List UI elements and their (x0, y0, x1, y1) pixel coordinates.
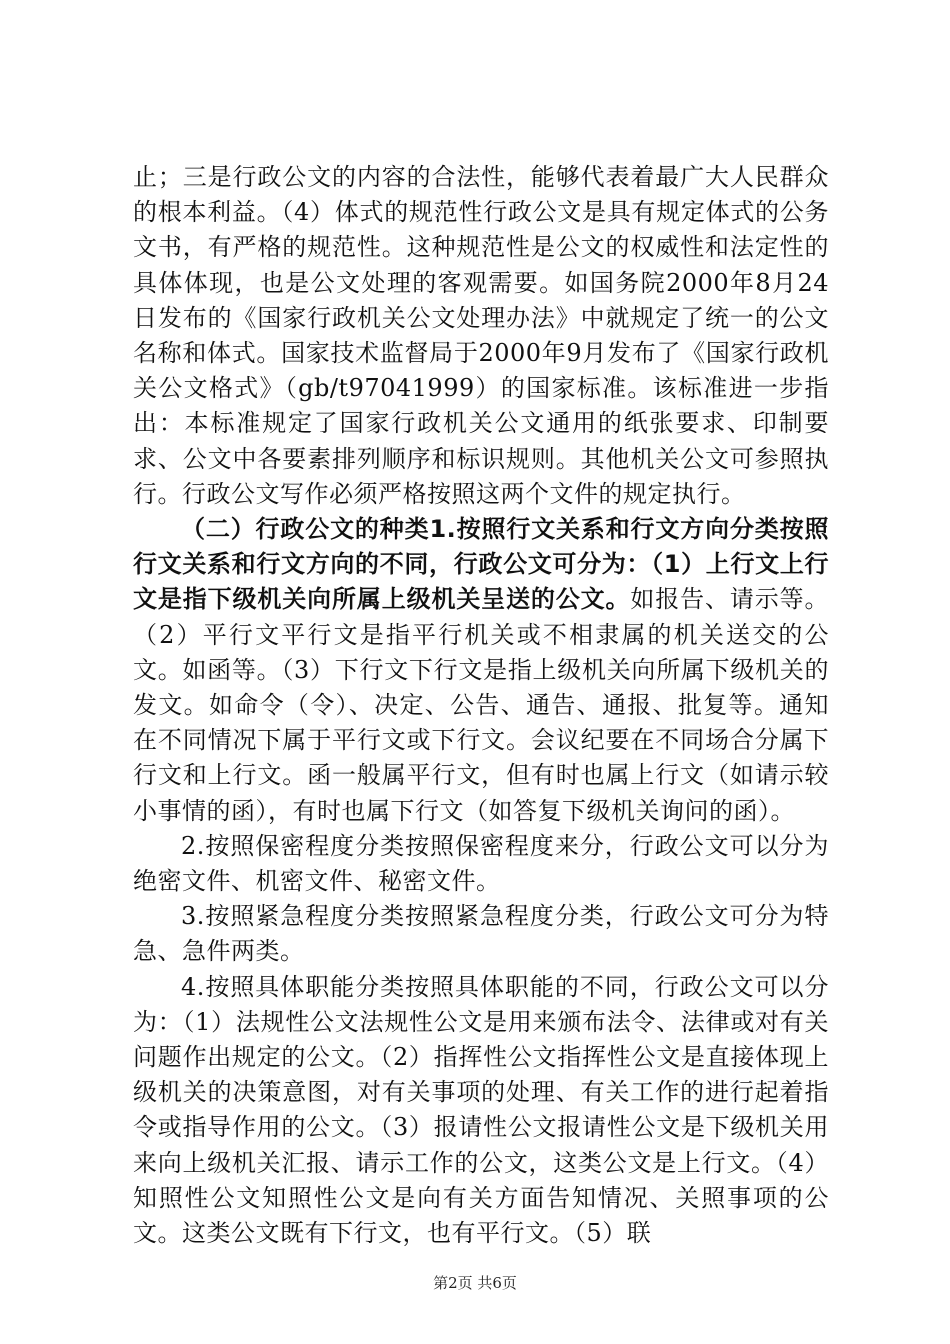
section-heading-document-types: （二）行政公文的种类1.按照行文关系和行文方向分类按照行文关系和行文方向的不同，行政公文可分为：（1）上行文上行文是指下级机关向所属上级机关呈送的公文。 (133, 515, 829, 614)
page-footer (0, 1272, 950, 1293)
paragraph-by-function: 4.按照具体职能分类按照具体职能的不同，行政公文可以分为：（1）法规性公文法规性公文是用来颁布法令、法律或对有关问题作出规定的公文。（2）指挥性公文指挥性公文是直接体现上级机关的决策意图，对有关事项的处理、有关工作的进行起着指令或指导作用的公文。（3）报请性公文报请性公文是下级机关用来向上级机关汇报、请示工作的公文，这类公文是上行文。（4）知照性公文知照性公文是向有关方面告知情况、关照事项的公文。这类公文既有下行文，也有平行文。（5）联 (133, 972, 829, 1248)
paragraph-direction-details: 如报告、请示等。（2）平行文平行文是指平行机关或不相隶属的机关送交的公文。如函等。（3）下行文下行文是指上级机关向所属下级机关的发文。如命令（令）、决定、公告、通告、通报、批复等。通知在不同情况下属于平行文或下行文。会议纪要在不同场合分属下行文和上行文。函一般属平行文，但有时也属上行文（如请示较小事情的函），有时也属下行文（如答复下级机关询问的函）。 (133, 585, 829, 825)
paragraph-legality-and-format: 止；三是行政公文的内容的合法性，能够代表着最广大人民群众的根本利益。（4）体式的规范性行政公文是具有规定体式的公务文书，有严格的规范性。这种规范性是公文的权威性和法定性的具体体现，也是公文处理的客观需要。如国务院2000年8月24日发布的《国家行政机关公文处理办法》中就规定了统一的公文名称和体式。国家技术监督局于2000年9月发布了《国家行政机关公文格式》（gb/t97041999）的国家标准。该标准进一步指出：本标准规定了国家行政机关公文通用的纸张要求、印制要求、公文中各要素排列顺序和标识规则。其他机关公文可参照执行。行政公文写作必须严格按照这两个文件的规定执行。 (133, 163, 829, 508)
paragraph-document-types-by-direction (133, 512, 829, 829)
document-body (133, 160, 829, 1251)
page-number-label: 第2页 共6页 (433, 1274, 517, 1292)
paragraph-by-confidentiality: 2.按照保密程度分类按照保密程度来分，行政公文可以分为绝密文件、机密文件、秘密文件。 (133, 831, 829, 896)
paragraph-by-urgency: 3.按照紧急程度分类按照紧急程度分类，行政公文可分为特急、急件两类。 (133, 902, 829, 966)
